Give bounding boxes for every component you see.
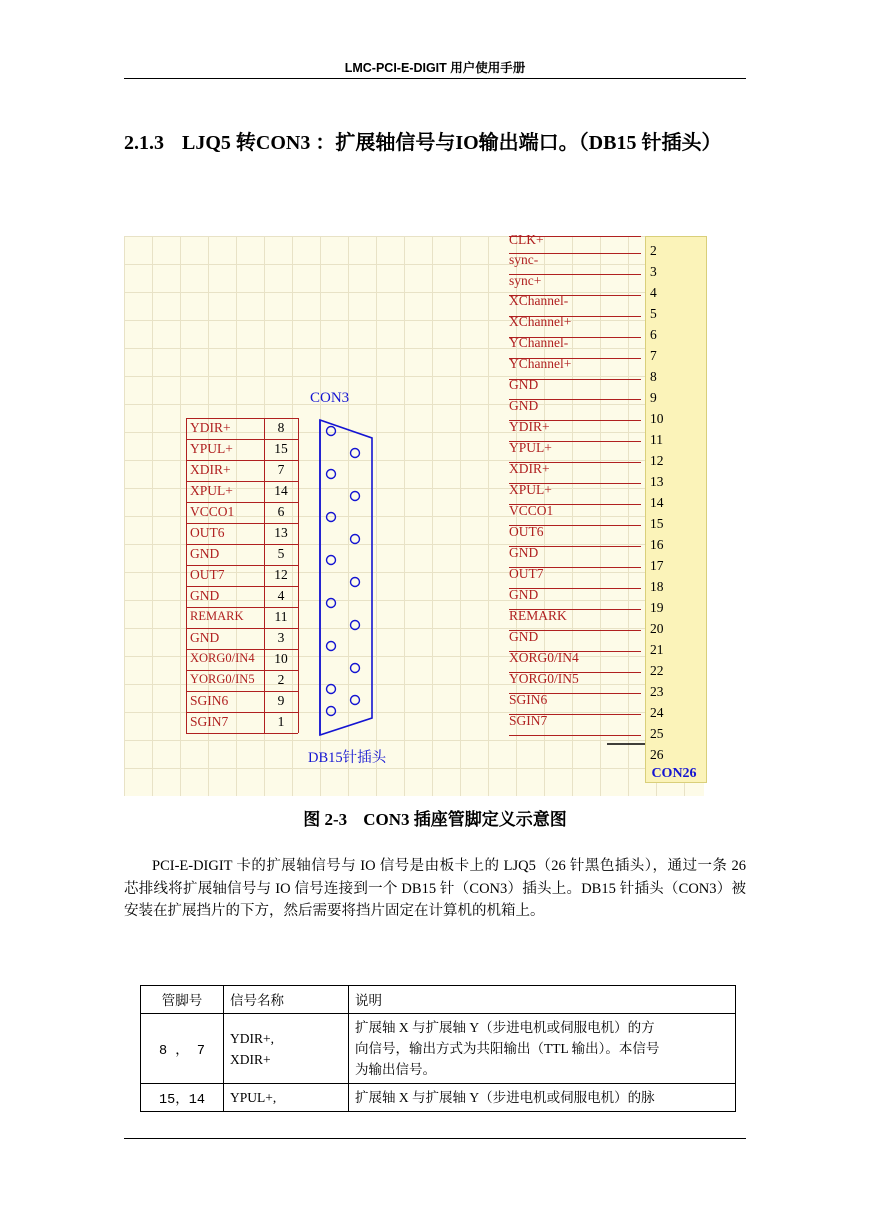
con26-pin-5: 7 bbox=[650, 348, 657, 363]
left-signal-5: OUT6 bbox=[190, 525, 225, 540]
left-pin-14: 1 bbox=[277, 714, 285, 729]
left-pin-1: 15 bbox=[274, 441, 288, 456]
body-paragraph-text: PCI-E-DIGIT 卡的扩展轴信号与 IO 信号是由板卡上的 LJQ5（26 针黑色插头），通过一条 26 芯排线将扩展轴信号与 IO 信号连接到一个 DB15 针（CON3）插头上。DB15 针插头（CON3）被安装在扩展挡片的下方，然后需要将挡片固定在计算机的机箱上。 bbox=[124, 858, 746, 919]
left-signal-1: YPUL+ bbox=[190, 441, 233, 456]
con26-pin-14: 16 bbox=[650, 537, 664, 552]
right-signal-1: sync- bbox=[509, 252, 539, 267]
right-signal-0: CLK+ bbox=[509, 232, 544, 247]
left-signal-4: VCCO1 bbox=[190, 504, 235, 519]
right-signal-2: sync+ bbox=[509, 273, 542, 288]
right-signal-20: XORG0/IN4 bbox=[509, 650, 579, 665]
con26-pin-12: 14 bbox=[650, 495, 664, 510]
left-signal-8: GND bbox=[190, 588, 220, 603]
left-pin-3: 14 bbox=[274, 483, 288, 498]
con26-pin-23: 25 bbox=[650, 726, 664, 741]
section-number: 2.1.3 bbox=[124, 132, 164, 154]
left-pin-5: 13 bbox=[274, 525, 288, 540]
left-signal-7: OUT7 bbox=[190, 567, 225, 582]
right-signal-11: XDIR+ bbox=[509, 461, 550, 476]
right-signal-13: VCCO1 bbox=[509, 503, 554, 518]
table-header-desc: 说明 bbox=[349, 986, 736, 1014]
left-pin-13: 9 bbox=[277, 693, 285, 708]
con26-pin-17: 19 bbox=[650, 600, 664, 615]
right-signal-12: XPUL+ bbox=[509, 482, 552, 497]
right-signal-3: XChannel- bbox=[509, 293, 569, 308]
right-signal-17: GND bbox=[509, 587, 539, 602]
row0-desc-line2: 为输出信号。 bbox=[355, 1062, 436, 1077]
con3-label: CON3 bbox=[310, 390, 350, 406]
pin-definition-table bbox=[140, 985, 736, 1112]
left-pin-10: 3 bbox=[277, 630, 285, 645]
row1-signal-line0: YPUL+, bbox=[230, 1090, 277, 1105]
con26-pin-22: 24 bbox=[650, 705, 664, 720]
figure-caption-text: CON3 插座管脚定义示意图 bbox=[363, 810, 567, 829]
left-pin-6: 5 bbox=[277, 546, 285, 561]
row0-signal-line0: YDIR+, bbox=[230, 1030, 274, 1046]
left-pin-12: 2 bbox=[277, 672, 285, 687]
con26-pin-3: 5 bbox=[650, 306, 657, 321]
left-signal-12: YORG0/IN5 bbox=[190, 672, 255, 686]
row0-desc-line0: 扩展轴 X 与扩展轴 Y（步进电机或伺服电机）的方 bbox=[355, 1020, 655, 1035]
right-signal-6: YChannel+ bbox=[509, 356, 572, 371]
row0-desc bbox=[349, 1014, 736, 1084]
con26-label: CON26 bbox=[651, 766, 697, 781]
section-heading bbox=[124, 120, 754, 166]
con26-pin-16: 18 bbox=[650, 579, 664, 594]
header-rule bbox=[124, 78, 746, 79]
body-paragraph bbox=[124, 855, 746, 923]
con26-pin-9: 11 bbox=[650, 432, 663, 447]
right-signal-21: YORG0/IN5 bbox=[509, 671, 579, 686]
row0-signal-line1: XDIR+ bbox=[230, 1051, 271, 1067]
con26-pin-7: 9 bbox=[650, 390, 657, 405]
right-signal-19: GND bbox=[509, 629, 539, 644]
row0-desc-line1: 向信号，输出方式为共阳输出（TTL 输出）。本信号 bbox=[355, 1041, 660, 1056]
con26-pin-11: 13 bbox=[650, 474, 664, 489]
right-signal-18: REMARK bbox=[509, 608, 567, 623]
con26-pin-1: 3 bbox=[650, 264, 657, 279]
left-signal-6: GND bbox=[190, 546, 220, 561]
right-signal-7: GND bbox=[509, 377, 539, 392]
table-header-signal: 信号名称 bbox=[224, 986, 349, 1014]
con26-pin-18: 20 bbox=[650, 621, 664, 636]
con26-pin-21: 23 bbox=[650, 684, 664, 699]
section-title: LJQ5 转CON3 ：扩展轴信号与IO输出端口。（DB15 针插头） bbox=[182, 132, 722, 154]
left-signal-14: SGIN7 bbox=[190, 714, 229, 729]
con26-pin-20: 22 bbox=[650, 663, 664, 678]
con26-pin-19: 21 bbox=[650, 642, 664, 657]
row1-desc-line0: 扩展轴 X 与扩展轴 Y（步进电机或伺服电机）的脉 bbox=[355, 1090, 655, 1105]
right-signal-22: SGIN6 bbox=[509, 692, 548, 707]
right-signal-4: XChannel+ bbox=[509, 314, 572, 329]
con26-pin-15: 17 bbox=[650, 558, 664, 573]
row1-desc bbox=[349, 1084, 736, 1112]
row1-signal bbox=[224, 1084, 349, 1112]
left-signal-13: SGIN6 bbox=[190, 693, 229, 708]
left-pin-11: 10 bbox=[274, 651, 288, 666]
right-signal-5: YChannel- bbox=[509, 335, 569, 350]
left-pin-8: 4 bbox=[277, 588, 285, 603]
table-header-row bbox=[141, 986, 736, 1014]
left-pin-7: 12 bbox=[274, 567, 288, 582]
left-pin-0: 8 bbox=[277, 420, 285, 435]
left-signal-0: YDIR+ bbox=[190, 420, 231, 435]
left-pin-9: 11 bbox=[274, 609, 288, 624]
table-row bbox=[141, 1014, 736, 1084]
right-signal-16: OUT7 bbox=[509, 566, 544, 581]
left-signal-11: XORG0/IN4 bbox=[190, 651, 255, 665]
con26-pin-10: 12 bbox=[650, 453, 664, 468]
db15-label: DB15针插头 bbox=[308, 750, 387, 766]
table-header-pin: 管脚号 bbox=[141, 986, 224, 1014]
right-signal-8: GND bbox=[509, 398, 539, 413]
left-signal-10: GND bbox=[190, 630, 220, 645]
row0-pin: 8 ， 7 bbox=[141, 1014, 224, 1084]
left-signal-2: XDIR+ bbox=[190, 462, 231, 477]
footer-rule bbox=[124, 1138, 746, 1139]
right-signal-10: YPUL+ bbox=[509, 440, 552, 455]
table-row bbox=[141, 1084, 736, 1112]
con26-pin-2: 4 bbox=[650, 285, 657, 300]
con26-pin-13: 15 bbox=[650, 516, 664, 531]
con26-pin-0: 2 bbox=[650, 243, 657, 258]
right-signal-14: OUT6 bbox=[509, 524, 544, 539]
con26-pin-4: 6 bbox=[650, 327, 657, 342]
row1-pin: 15，14 bbox=[141, 1084, 224, 1112]
page-header: LMC-PCI-E-DIGIT 用户使用手册 bbox=[344, 61, 526, 75]
right-signal-9: YDIR+ bbox=[509, 419, 550, 434]
left-pin-4: 6 bbox=[277, 504, 285, 519]
left-pin-2: 7 bbox=[277, 462, 285, 477]
con26-pin-24: 26 bbox=[650, 747, 664, 762]
left-signal-3: XPUL+ bbox=[190, 483, 233, 498]
right-signal-23: SGIN7 bbox=[509, 713, 548, 728]
right-signal-15: GND bbox=[509, 545, 539, 560]
figure-caption bbox=[124, 805, 746, 830]
row0-signal bbox=[224, 1014, 349, 1084]
con26-pin-6: 8 bbox=[650, 369, 657, 384]
left-signal-9: REMARK bbox=[190, 609, 244, 623]
figure-caption-label: 图 2-3 bbox=[303, 810, 348, 829]
con26-pin-8: 10 bbox=[650, 411, 664, 426]
